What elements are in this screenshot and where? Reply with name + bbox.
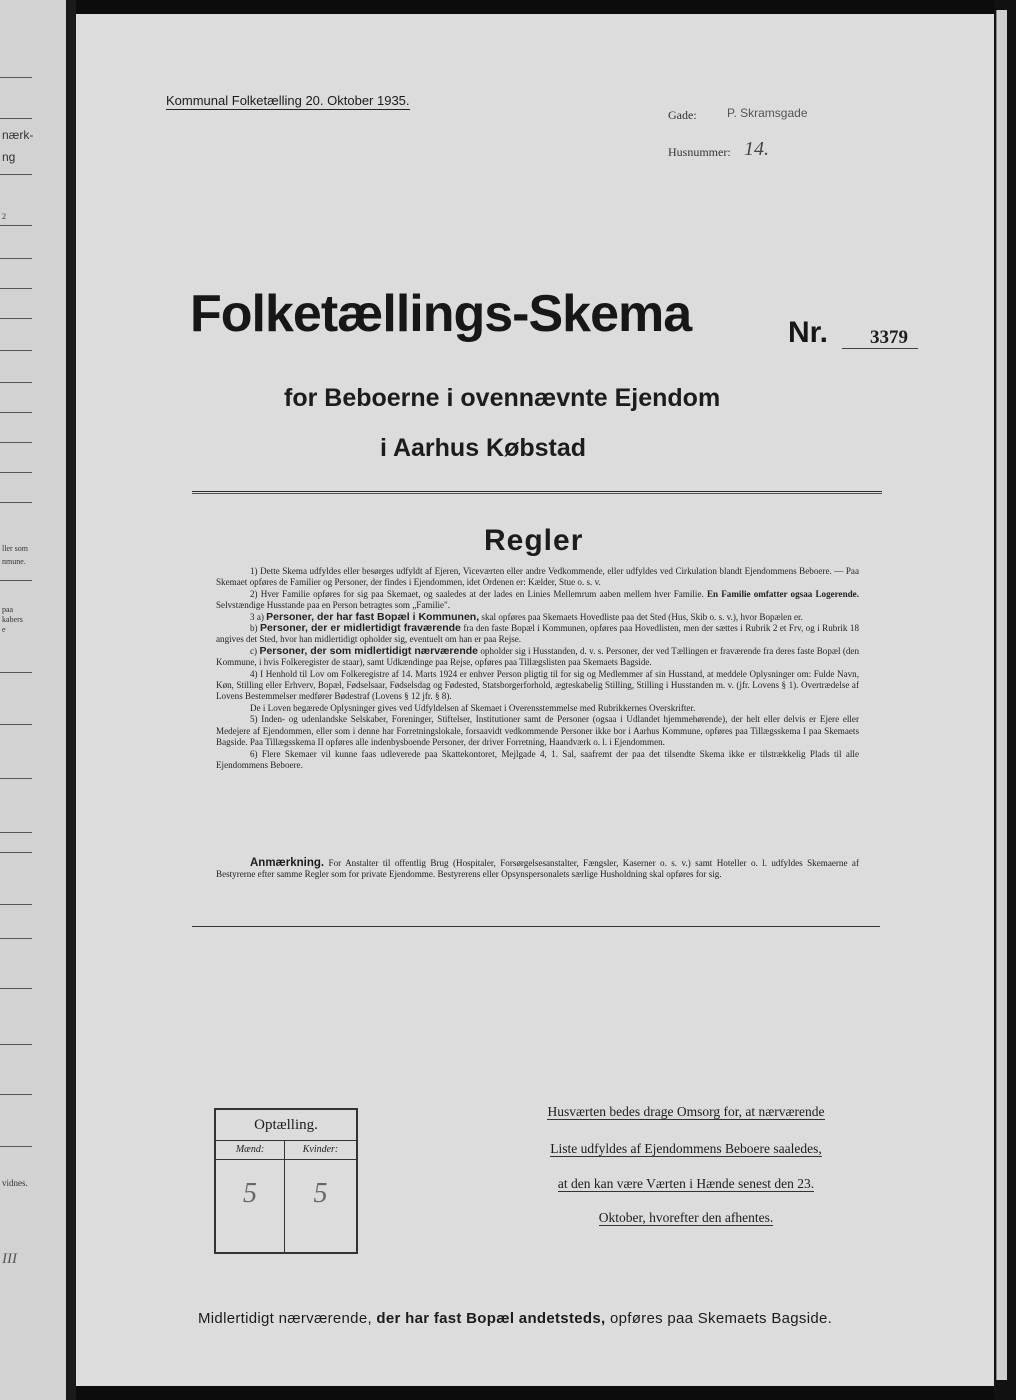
left-page-rule: [0, 288, 32, 289]
rule-4a: 4) I Henhold til Lov om Folkeregistre af 14. Marts 1924 er enhver Person pligtig til for sig og Medlemmer af sin Husstand, at meddele Oplysninger om: Fulde Navn, Køn, Stilling eller Erhverv, Bopæl, Fødselsaar, Fødselsdag og Fødested, Statsborgerforhold, ægteskabelig Stilling, Stilling i Husstanden m. v. (jfr. Lovens § 1). Overtrædelse af Lovens Bestemmelser medfører Bødestraf (Lovens § 12 jfr. § 8).: [216, 668, 859, 702]
left-page-rule: [0, 77, 32, 78]
house-number-label: Husnummer:: [668, 145, 731, 159]
left-page-rule: [0, 1146, 32, 1147]
left-page-rule: [0, 724, 32, 725]
left-page-rule: [0, 258, 32, 259]
form-number-label: Nr.: [788, 316, 829, 349]
notice-line: at den kan være Værten i Hænde senest den 23.: [557, 1176, 815, 1191]
form-subtitle-2: i Aarhus Købstad: [380, 434, 587, 462]
left-page-handwriting: III: [2, 1251, 17, 1267]
page-edge: [994, 0, 1016, 1400]
section-divider: [192, 926, 880, 927]
rule-6: 6) Flere Skemaer vil kunne faas udleverede paa Skattekontoret, Mejlgade 4, 1. Sal, saafremt der paa det tilsendte Skema ikke er tilstrækkelig Plads til alle Ejendommens Beboere.: [216, 748, 859, 770]
women-count: 5: [313, 1178, 328, 1209]
left-page-text: kabers: [2, 615, 23, 624]
anmaerkning-text: For Anstalter til offentlig Brug (Hospitaler, Forsørgelsesanstalter, Fængsler, Kaserner o. s. v.) samt Hoteller o. l. udfyldes Skemaerne af Bestyrerne efter samme Regler som for private Ejendomme. Bestyrerens eller Opsynspersonalets særlige Husholdning skal opføres for sig.: [216, 858, 859, 880]
left-page-text: vidnes.: [2, 1178, 28, 1188]
rule-1: 1) Dette Skema udfyldes eller besørges udfyldt af Ejeren, Viceværten eller andre Vedkommende, eller udfyldes ved Cirkulation blandt Ejendommens Beboere. — Paa Skemaet opføres de Familier og Personer, der findes i Ejendommen, idet Ordenen er: Kælder, Stue o. s. v.: [216, 566, 859, 588]
book-gutter: [66, 0, 76, 1400]
rules-heading: Regler: [484, 524, 584, 557]
rule-5: 5) Inden- og udenlandske Selskaber, Foreninger, Stiftelser, Institutioner samt de Personer (ogsaa i Udlandet hjemmehørende), der helt eller delvis er Ejere eller Medejere af Ejendommen, eller som i denne har Forretningslokale, forsaavidt vedkommende Personer ikke bor i Aarhus Kommune, opføres paa Tillægsskema I paa Skemaets Bagside. Paa Tillægsskema II opføres alle indenbysboende Personer, der driver Forretning, Haandværk o. l. i Ejendommen.: [216, 714, 859, 748]
left-page-rule: [0, 938, 32, 939]
left-page-rule: [0, 318, 32, 319]
left-page-rule: [0, 225, 32, 226]
left-page-rule: [0, 174, 32, 175]
form-number-value: 3379: [870, 327, 908, 348]
footer-note: Midlertidigt nærværende, der har fast Bopæl andetsteds, opføres paa Skemaets Bagside.: [198, 1310, 833, 1327]
left-page-text: 2: [2, 212, 6, 221]
form-title: Folketællings-Skema: [190, 285, 692, 343]
census-header-title: Kommunal Folketælling 20. Oktober 1935.: [166, 93, 410, 108]
rule-2: 2) Hver Familie opføres for sig paa Skemaet, og saaledes at der lades en Linies Mellemrum aaben mellem hver Familie. En Familie omfatter ogsaa Logerende. Selvstændige Husstande paa en Person betragtes som „Familie".: [216, 588, 859, 611]
left-page-rule: [0, 1044, 32, 1045]
anmaerkning-note: [216, 858, 859, 881]
left-page-rule: [0, 778, 32, 779]
men-label: Mænd:: [216, 1141, 284, 1160]
rule-3c: c) Personer, der som midlertidigt nærværende opholder sig i Husstanden, d. v. s. Personer, der ved Tællingen er fraværende fra deres faste Bopæl (den Kommune, i hvis Folkeregister de staar), samt Udkændinge paa Rejse, opføres paa Tillægslisten paa Skemaets Bagside.: [216, 644, 859, 668]
house-number-value: 14.: [744, 138, 769, 160]
notice-line: Oktober, hvorefter den afhentes.: [598, 1210, 774, 1225]
left-page-rule: [0, 382, 32, 383]
count-box: [214, 1108, 358, 1254]
left-page-rule: [0, 442, 32, 443]
left-page-text: nmune.: [2, 557, 26, 566]
anmaerkning-label: Anmærkning.: [250, 857, 325, 869]
form-subtitle-1: for Beboerne i ovennævnte Ejendom: [284, 384, 721, 412]
left-page-rule: [0, 502, 32, 503]
left-page-rule: [0, 832, 32, 833]
left-page-rule: [0, 472, 32, 473]
street-label: Gade:: [668, 108, 697, 122]
count-box-title: Optælling.: [216, 1110, 356, 1141]
men-column: [216, 1141, 285, 1252]
left-page-rule: [0, 580, 32, 581]
left-page-rule: [0, 904, 32, 905]
notice-line: Liste udfyldes af Ejendommens Beboere saaledes,: [550, 1141, 822, 1156]
left-page-rule: [0, 852, 32, 853]
left-page-text: e: [2, 625, 6, 634]
left-page-text: ller som: [2, 544, 28, 553]
notice-line: Husværten bedes drage Omsorg for, at nærværende: [547, 1104, 825, 1119]
left-page-text: ng: [2, 150, 16, 164]
census-form-page: [76, 14, 994, 1386]
left-page-rule: [0, 1094, 32, 1095]
street-value: P. Skramsgade: [727, 106, 808, 120]
men-count: 5: [243, 1178, 257, 1209]
left-page-rule: [0, 350, 32, 351]
left-page-rule: [0, 412, 32, 413]
rule-3b: b) Personer, der er midlertidigt fraværende fra den faste Bopæl i Kommunen, opføres paa Hovedlisten, men der sættes i Rubrik 2 et Frv, og i Rubrik 18 angives det Sted, hvor han midlertidigt opholder sig, eventuelt om han er paa Rejse.: [216, 622, 859, 645]
left-page-rule: [0, 672, 32, 673]
women-column: [285, 1141, 356, 1252]
left-page-rule: [0, 118, 32, 119]
left-facing-page: [0, 0, 66, 1400]
rule-4b: De i Loven begærede Oplysninger gives ved Udfyldelsen af Skemaet i Overensstemmelse med Rubrikkernes Overskrifter.: [250, 702, 696, 713]
rule-3a: 3 a) Personer, der har fast Bopæl i Kommunen, skal opføres paa Skemaets Hovedliste paa det Sted (Hus, Skib o. s. v.), hvor Bopælen er.: [250, 610, 803, 623]
women-label: Kvinder:: [285, 1141, 356, 1160]
rules-text: [216, 566, 859, 771]
left-page-text: nærk-: [2, 128, 34, 142]
left-page-text: paa: [2, 605, 14, 614]
section-divider: [192, 491, 882, 494]
left-page-rule: [0, 988, 32, 989]
